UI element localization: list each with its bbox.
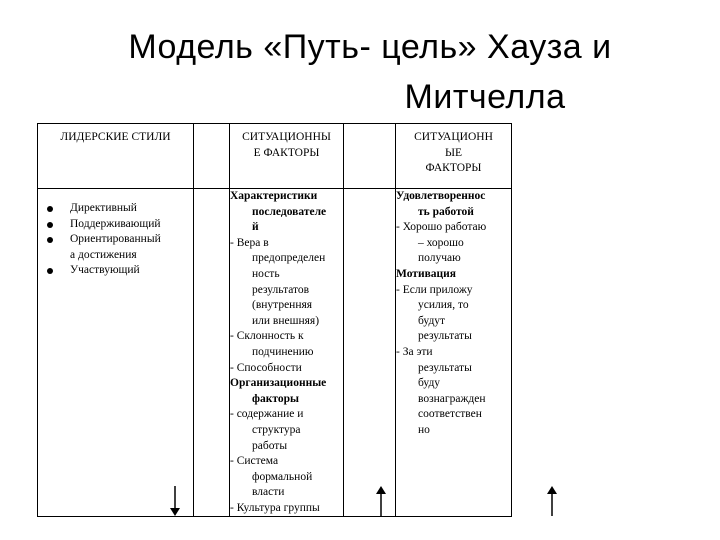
factor-line: (внутренняя <box>252 299 313 312</box>
style-label: Участвующий <box>70 264 140 277</box>
styles-header-cell <box>38 124 194 189</box>
factor-line: й <box>252 221 259 234</box>
factor-line: - Если приложу <box>396 283 473 296</box>
factor-line: - содержание и <box>230 408 304 421</box>
factors1-header-line-2: Е ФАКТОРЫ <box>253 146 320 159</box>
factor-line: Организационные <box>230 377 327 390</box>
factor-line: работы <box>252 439 288 452</box>
styles-header: ЛИДЕРСКИЕ СТИЛИ <box>60 131 171 143</box>
slide-title-line-2: Митчелла <box>404 78 566 116</box>
factor-line: факторы <box>252 392 299 405</box>
style-label: Директивный <box>70 202 137 214</box>
factor-line: - Способности <box>230 361 302 374</box>
factors2-cell <box>396 189 512 517</box>
factor-line: - Хорошо работаю <box>396 221 487 234</box>
spacer-cell-2 <box>344 189 396 517</box>
styles-cell <box>38 189 194 517</box>
bullet-icon <box>47 237 53 243</box>
spacer-header-cell-2 <box>344 124 396 189</box>
factor-line: получаю <box>418 252 461 265</box>
factor-line: но <box>418 423 430 436</box>
list-item <box>38 263 193 279</box>
factors2-header-line-2: ЫЕ <box>444 146 463 159</box>
factor-line: ность <box>252 267 280 280</box>
slide-title <box>0 22 720 122</box>
factors1-header-line-1: СИТУАЦИОННЫ <box>242 131 331 143</box>
factor-line: буду <box>418 377 441 390</box>
factor-line: ть работой <box>418 205 474 218</box>
factor-line: - Склонность к <box>230 330 304 343</box>
factor-line: власти <box>252 486 285 499</box>
spacer-cell-1 <box>194 189 230 517</box>
factor-line: вознагражден <box>418 392 486 405</box>
factor-line: результаты <box>418 330 472 343</box>
factor-line: - За эти <box>396 345 433 358</box>
list-item <box>38 217 193 233</box>
factor-line: или внешняя) <box>252 314 320 327</box>
factor-line: результатов <box>252 283 310 296</box>
factors2-header-cell <box>396 124 512 189</box>
slide-title-line-1: Модель «Путь- цель» Хауза и <box>128 28 612 66</box>
factor-line: - Система <box>230 455 279 468</box>
factor-line: - Вера в <box>230 236 269 249</box>
factors2-header-line-1: СИТУАЦИОНН <box>414 131 493 143</box>
factor-line: соответствен <box>418 408 482 421</box>
factor-line: предопределен <box>252 252 326 265</box>
arrow-up-icon <box>545 486 559 516</box>
bullet-icon <box>47 268 53 274</box>
arrow-up-icon <box>374 486 388 516</box>
factor-line: Характеристики <box>230 190 318 202</box>
factor-line: последователе <box>252 205 327 218</box>
factors2-header-line-3: ФАКТОРЫ <box>425 162 482 175</box>
bullet-icon <box>47 222 53 228</box>
bullet-icon <box>47 206 53 212</box>
factor-line: усилия, то <box>418 299 469 312</box>
factors2-text <box>396 189 511 439</box>
factor-line: результаты <box>418 361 472 374</box>
style-label-continuation: а достижения <box>70 248 137 261</box>
style-label: Ориентированный <box>70 233 161 246</box>
factors1-text <box>230 189 343 516</box>
factor-line: структура <box>252 423 301 436</box>
factor-line: Мотивация <box>396 267 457 280</box>
factor-line: – хорошо <box>418 236 464 249</box>
list-item <box>38 232 193 263</box>
factor-line: - Культура группы <box>230 501 320 514</box>
factor-line: подчинению <box>252 345 314 358</box>
factors1-cell <box>230 189 344 517</box>
arrow-down-icon <box>168 486 182 516</box>
style-label: Поддерживающий <box>70 217 161 230</box>
spacer-header-cell-1 <box>194 124 230 189</box>
list-item <box>38 201 193 217</box>
factor-line: формальной <box>252 470 313 483</box>
leadership-styles-list <box>38 201 193 279</box>
factor-line: будут <box>418 314 446 327</box>
factors1-header-cell <box>230 124 344 189</box>
factor-line: Удовлетвореннос <box>396 190 486 202</box>
model-table <box>37 123 512 517</box>
